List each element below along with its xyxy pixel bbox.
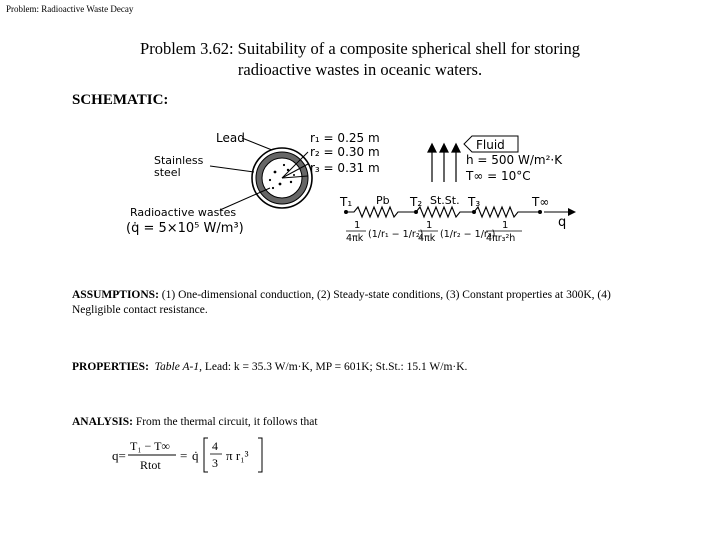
analysis-heading: ANALYSIS: <box>72 416 133 428</box>
tinf-label: T∞ = 10°C <box>466 169 531 183</box>
properties-table-ref: Table A-1 <box>154 361 200 373</box>
assumptions-text: (1) One-dimensional conduction, (2) Steady-state conditions, (3) Constant properties at 300K, (4) Negligible contact resistance. <box>72 289 611 316</box>
eq-numerator: T₁ − T∞ <box>130 439 170 453</box>
properties-heading: PROPERTIES: <box>72 361 149 373</box>
node-dot-t2 <box>414 210 418 214</box>
lead-label: Lead <box>216 131 245 145</box>
q-label: q <box>558 215 567 230</box>
composite-sphere <box>252 148 312 208</box>
material-ss: St.St. <box>430 194 460 207</box>
heat-rate-equation <box>112 436 312 476</box>
eq-pi-r: π r₁³ <box>226 448 249 463</box>
schematic-heading: SCHEMATIC: <box>72 92 169 108</box>
q-arrow-head <box>568 208 576 216</box>
lead-leader <box>242 138 272 150</box>
r3-label: r₃ = 0.31 m <box>310 161 380 175</box>
fluid-label: Fluid <box>476 138 505 152</box>
r2-label: r₂ = 0.30 m <box>310 145 380 159</box>
eq-frac-den: 3 <box>212 456 218 470</box>
resistor-chain <box>346 207 540 217</box>
eq-bracket-right <box>258 438 262 472</box>
analysis-text: From the thermal circuit, it follows that <box>132 416 318 428</box>
thermal-circuit <box>339 194 576 244</box>
node-tinf: T∞ <box>532 195 550 209</box>
node-dot-tinf <box>538 210 542 214</box>
title-line-1: Problem 3.62: Suitability of a composite spherical shell for storing <box>140 39 580 58</box>
node-t3: T₃ <box>468 195 481 209</box>
node-dot-t3 <box>472 210 476 214</box>
eq-lhs: q= <box>112 448 126 463</box>
stainless-label: Stainless <box>154 154 204 167</box>
h-label: h = 500 W/m²·K <box>466 153 563 167</box>
eq-frac-num: 4 <box>212 439 218 453</box>
fluid-box <box>464 136 518 152</box>
node-dot-t1 <box>344 210 348 214</box>
schematic-figure <box>110 120 590 260</box>
properties-section <box>72 360 632 375</box>
eq-denominator: Rtot <box>140 458 161 472</box>
qdot-label: (q̇ = 5×10⁵ W/m³) <box>126 221 244 236</box>
node-t2: T₂ <box>410 195 423 209</box>
title-line-2: radioactive wastes in oceanic waters. <box>237 60 483 79</box>
r-conv-num: 1 <box>502 220 509 231</box>
r-lead-paren: (1/r₁ − 1/r₂) <box>368 229 424 240</box>
r-ss-paren: (1/r₂ − 1/r₃) <box>440 229 496 240</box>
steel-label: steel <box>154 166 181 179</box>
fluid-arrows <box>428 144 460 182</box>
r-conv-den: 4πr₃²h <box>486 233 516 244</box>
r1-label: r₁ = 0.25 m <box>310 131 380 145</box>
r-lead-num: 1 <box>354 220 361 231</box>
eq-bracket-left <box>204 438 208 472</box>
analysis-section <box>72 415 632 430</box>
page-header: Problem: Radioactive Waste Decay <box>6 4 134 14</box>
properties-text: , Lead: k = 35.3 W/m·K, MP = 601K; St.St.: 15.1 W/m·K. <box>199 361 468 373</box>
eq-equals: = <box>180 448 188 463</box>
problem-title <box>0 38 720 80</box>
stainless-leader <box>210 166 254 172</box>
waste-label: Radioactive wastes <box>130 206 237 219</box>
eq-qdot: q̇ <box>192 448 199 463</box>
assumptions-heading: ASSUMPTIONS: <box>72 289 159 301</box>
node-t1: T₁ <box>340 195 353 209</box>
r-ss-num: 1 <box>426 220 433 231</box>
r-lead-den: 4πk <box>346 233 364 244</box>
material-pb: Pb <box>376 194 390 207</box>
r-ss-den: 4πk <box>418 233 436 244</box>
assumptions-section <box>72 288 632 318</box>
